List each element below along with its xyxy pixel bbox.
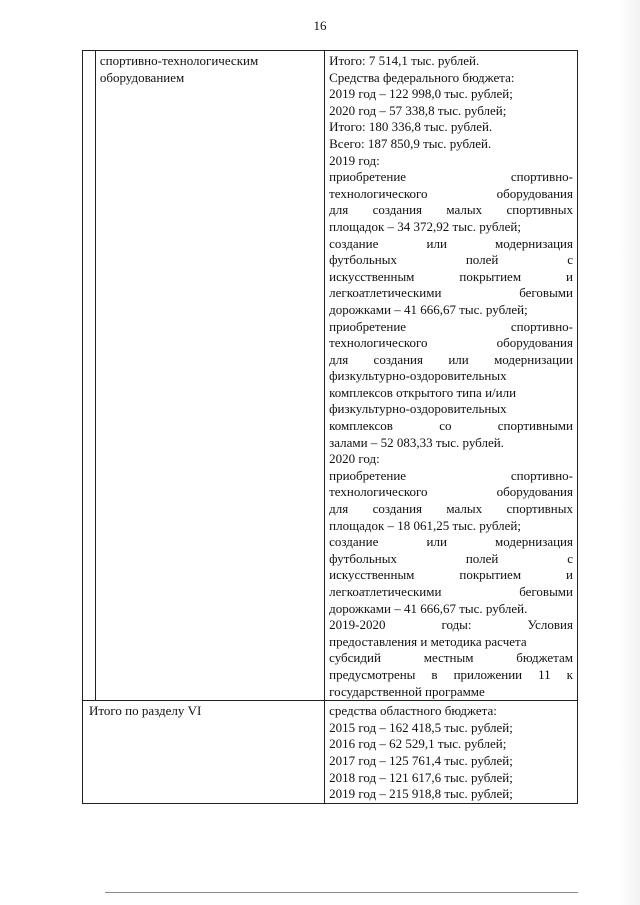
- funding-text-line: дорожками – 41 666,67 тыс. рублей.: [329, 600, 528, 616]
- funding-text-line: физкультурно-оздоровительных: [329, 401, 507, 417]
- funding-text-line: Итого: 7 514,1 тыс. рублей.: [329, 53, 480, 68]
- funding-text-line: 2019 год – 122 998,0 тыс. рублей;: [329, 86, 513, 102]
- funding-text-line: для создания малых спортивных: [329, 501, 573, 517]
- funding-text-line: 2018 год – 121 617,6 тыс. рублей;: [329, 769, 513, 785]
- funding-text-line: футбольных полей с: [329, 550, 573, 566]
- funding-text-line: 2019 год – 215 918,8 тыс. рублей;: [329, 786, 513, 802]
- funding-text-line: площадок – 18 061,25 тыс. рублей;: [329, 517, 521, 533]
- section-total-label: Итого по разделу VI: [89, 703, 202, 719]
- program-table: [82, 50, 578, 804]
- funding-text-line: технологического оборудования: [329, 335, 573, 351]
- table-row: [83, 51, 578, 701]
- funding-text-line: приобретение спортивно-: [329, 169, 573, 185]
- funding-text-line: площадок – 34 372,92 тыс. рублей;: [329, 218, 521, 234]
- funding-text-line: технологического оборудования: [329, 484, 573, 500]
- funding-text-line: 2015 год – 162 418,5 тыс. рублей;: [329, 719, 513, 735]
- page-number: 16: [313, 18, 327, 33]
- page-bottom-rule: [105, 892, 578, 893]
- funding-text-line: субсидий местным бюджетам: [329, 650, 573, 666]
- funding-text-line: легкоатлетическими беговыми: [329, 285, 573, 301]
- funding-text-line: 2019-2020 годы: Условия: [329, 617, 573, 633]
- measure-name-cell: [95, 51, 324, 701]
- table-row: [83, 701, 578, 804]
- funding-text-line: предусмотрены в приложении 11 к: [329, 666, 573, 682]
- funding-text-line: дорожками – 41 666,67 тыс. рублей;: [329, 301, 528, 317]
- funding-text-line: комплексов со спортивными: [329, 418, 573, 434]
- funding-text-line: 2019 год:: [329, 152, 380, 168]
- funding-text-line: искусственным покрытием и: [329, 567, 573, 583]
- funding-text-line: Средства федерального бюджета:: [329, 69, 515, 85]
- funding-text-line: комплексов открытого типа и/или: [329, 384, 517, 400]
- funding-text-line: технологического оборудования: [329, 185, 573, 201]
- funding-text-line: средства областного бюджета:: [329, 703, 497, 719]
- funding-text-line: приобретение спортивно-: [329, 467, 573, 483]
- funding-text-line: легкоатлетическими беговыми: [329, 584, 573, 599]
- funding-text-line: искусственным покрытием и: [329, 268, 573, 284]
- funding-text-line: 2016 год – 62 529,1 тыс. рублей;: [329, 736, 507, 752]
- funding-text-line: государственной программе: [329, 683, 485, 699]
- funding-text-line: 2020 год – 57 338,8 тыс. рублей;: [329, 102, 507, 118]
- funding-text-line: футбольных полей с: [329, 252, 573, 268]
- section-total-label-cell: [83, 701, 325, 804]
- funding-text-line: физкультурно-оздоровительных: [329, 368, 507, 384]
- funding-text-line: приобретение спортивно-: [329, 318, 573, 334]
- funding-text-line: залами – 52 083,33 тыс. рублей.: [329, 434, 504, 450]
- funding-text-line: для создания малых спортивных: [329, 202, 573, 218]
- funding-text-line: 2020 год:: [329, 451, 380, 467]
- funding-text-line: Всего: 187 850,9 тыс. рублей.: [329, 135, 492, 151]
- funding-text-line: создание или модернизация: [329, 235, 573, 251]
- funding-text-line: 2017 год – 125 761,4 тыс. рублей;: [329, 752, 513, 768]
- scan-edge-shadow: [618, 0, 640, 905]
- measure-name-line: спортивно-технологическим: [99, 53, 259, 68]
- funding-text-line: создание или модернизация: [329, 534, 573, 550]
- funding-text-line: предоставления и методика расчета: [329, 633, 527, 649]
- row-number-cell: [83, 51, 96, 701]
- funding-details-cell: [325, 51, 578, 701]
- funding-text-line: для создания или модернизации: [329, 351, 573, 367]
- measure-name-line: оборудованием: [99, 69, 185, 85]
- section-total-funding-cell: [325, 701, 578, 804]
- funding-text-line: Итого: 180 336,8 тыс. рублей.: [329, 119, 493, 135]
